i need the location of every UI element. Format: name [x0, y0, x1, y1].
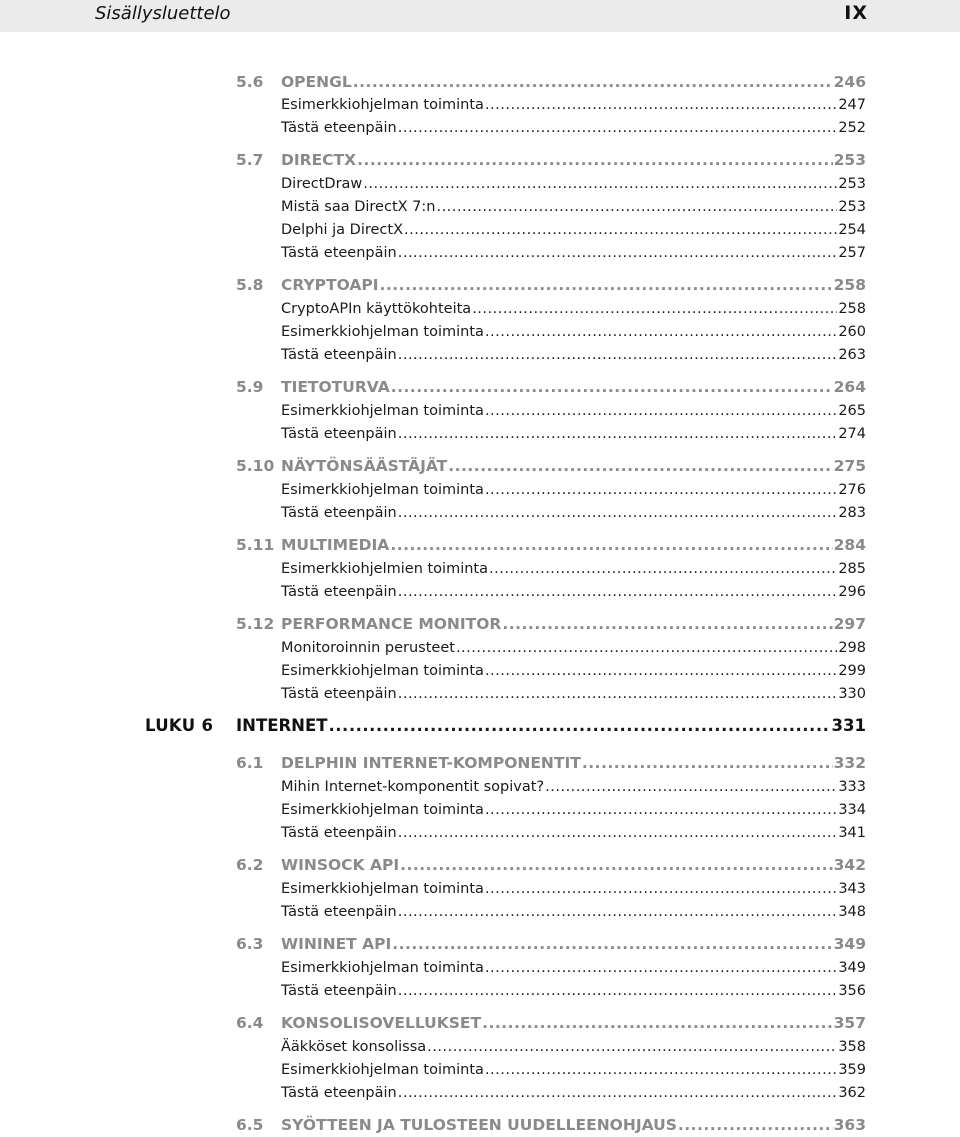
entry-title: Tästä eteenpäin — [281, 245, 397, 261]
toc-subentry — [0, 682, 960, 706]
toc-section — [0, 932, 960, 956]
dot-leader — [398, 682, 838, 706]
entry-title: Monitoroinnin perusteet — [281, 640, 455, 656]
toc-entry — [281, 241, 866, 265]
toc-entry — [281, 116, 866, 140]
entry-page-number: 343 — [838, 881, 866, 897]
dot-leader — [485, 956, 837, 980]
toc-subentry — [0, 798, 960, 822]
entry-page-number: 358 — [838, 1039, 866, 1055]
dot-leader — [398, 241, 838, 265]
dot-leader — [380, 273, 833, 297]
entry-title: Tästä eteenpäin — [281, 347, 397, 363]
entry-page-number: 348 — [838, 904, 866, 920]
toc-entry — [281, 821, 866, 845]
entry-page-number: 247 — [838, 97, 866, 113]
dot-leader — [398, 116, 838, 140]
dot-leader — [398, 821, 838, 845]
dot-leader — [391, 375, 833, 399]
entry-page-number: 362 — [838, 1085, 866, 1101]
entry-title: DirectDraw — [281, 176, 363, 192]
toc-subentry — [0, 172, 960, 196]
entry-page-number: 363 — [833, 1116, 866, 1134]
toc-entry — [281, 399, 866, 423]
entry-title: Tästä eteenpäin — [281, 825, 397, 841]
toc-entry — [281, 343, 866, 367]
section-number: 6.1 — [236, 754, 264, 772]
toc-subentry — [0, 478, 960, 502]
toc-section — [0, 533, 960, 557]
toc-entry — [236, 454, 866, 478]
entry-title: Ääkköset konsolissa — [281, 1039, 427, 1055]
dot-leader — [398, 1081, 838, 1105]
dot-leader — [400, 853, 833, 877]
toc-entry — [281, 956, 866, 980]
toc-subentry — [0, 979, 960, 1003]
toc-entry — [281, 775, 866, 799]
dot-leader — [472, 297, 837, 321]
toc-subentry — [0, 877, 960, 901]
toc-subentry — [0, 900, 960, 924]
dot-leader — [398, 979, 838, 1003]
toc-entry — [281, 501, 866, 525]
toc-entry — [236, 375, 866, 399]
toc-entry — [281, 557, 866, 581]
entry-page-number: 298 — [838, 640, 866, 656]
dot-leader — [502, 612, 832, 636]
dot-leader — [353, 70, 833, 94]
section-number: 5.9 — [236, 378, 264, 396]
dot-leader — [485, 320, 837, 344]
dot-leader — [485, 1058, 837, 1082]
entry-title: CryptoAPIn käyttökohteita — [281, 301, 472, 317]
section-number: 5.10 — [236, 457, 275, 475]
toc-subentry — [0, 320, 960, 344]
toc-section — [0, 273, 960, 297]
entry-page-number: 296 — [838, 584, 866, 600]
toc-subentry — [0, 775, 960, 799]
toc-entry — [281, 297, 866, 321]
entry-page-number: 356 — [838, 983, 866, 999]
toc-entry — [281, 1081, 866, 1105]
toc-section — [0, 612, 960, 636]
entry-title: CRYPTOAPI — [281, 276, 379, 294]
section-number: 5.12 — [236, 615, 275, 633]
dot-leader — [485, 478, 837, 502]
toc-entry — [281, 1035, 866, 1059]
toc-entry — [281, 682, 866, 706]
dot-leader — [678, 1113, 833, 1137]
toc-entry — [281, 900, 866, 924]
dot-leader — [485, 93, 837, 117]
entry-title: NÄYTÖNSÄÄSTÄJÄT — [281, 457, 448, 475]
entry-page-number: 276 — [838, 482, 866, 498]
dot-leader — [427, 1035, 837, 1059]
entry-page-number: 285 — [838, 561, 866, 577]
entry-title: TIETOTURVA — [281, 378, 390, 396]
entry-title: WININET API — [281, 935, 392, 953]
dot-leader — [485, 399, 837, 423]
dot-leader — [545, 775, 837, 799]
toc-entry — [236, 70, 866, 94]
section-number: 5.11 — [236, 536, 275, 554]
toc-subentry — [0, 93, 960, 117]
section-number: 5.6 — [236, 73, 264, 91]
entry-page-number: 283 — [838, 505, 866, 521]
toc-entry — [281, 422, 866, 446]
entry-title: Esimerkkiohjelman toiminta — [281, 663, 484, 679]
toc-subentry — [0, 195, 960, 219]
entry-title: Esimerkkiohjelman toiminta — [281, 482, 484, 498]
dot-leader — [398, 343, 838, 367]
toc-subentry — [0, 218, 960, 242]
entry-title: Esimerkkiohjelman toiminta — [281, 802, 484, 818]
toc-subentry — [0, 343, 960, 367]
toc-section — [0, 853, 960, 877]
toc-subentry — [0, 297, 960, 321]
toc-entry — [236, 148, 866, 172]
dot-leader — [404, 218, 837, 242]
entry-page-number: 257 — [838, 245, 866, 261]
toc-entry — [281, 478, 866, 502]
entry-page-number: 265 — [838, 403, 866, 419]
dot-leader — [485, 798, 837, 822]
entry-page-number: 357 — [833, 1014, 866, 1032]
toc-entry — [236, 853, 866, 877]
dot-leader — [392, 932, 832, 956]
entry-title: Esimerkkiohjelman toiminta — [281, 403, 484, 419]
entry-title: Tästä eteenpäin — [281, 426, 397, 442]
dot-leader — [398, 422, 838, 446]
entry-page-number: 330 — [838, 686, 866, 702]
entry-title: SYÖTTEEN JA TULOSTEEN UUDELLEENOHJAUS — [281, 1116, 677, 1134]
dot-leader — [582, 751, 833, 775]
toc-subentry — [0, 501, 960, 525]
toc-entry — [281, 320, 866, 344]
toc-entry — [236, 1113, 866, 1137]
toc-section — [0, 148, 960, 172]
section-number: 6.3 — [236, 935, 264, 953]
toc-entry — [236, 1011, 866, 1035]
dot-leader — [448, 454, 832, 478]
dot-leader — [363, 172, 837, 196]
page-header — [0, 0, 960, 32]
entry-page-number: 252 — [838, 120, 866, 136]
toc-subentry — [0, 422, 960, 446]
entry-title: Esimerkkiohjelman toiminta — [281, 1062, 484, 1078]
toc-entry — [281, 979, 866, 1003]
entry-title: DELPHIN INTERNET-KOMPONENTIT — [281, 754, 581, 772]
entry-page-number: 263 — [838, 347, 866, 363]
chapter-label: LUKU 6 — [145, 716, 214, 735]
entry-page-number: 275 — [833, 457, 866, 475]
toc-entry — [236, 273, 866, 297]
toc-entry — [281, 195, 866, 219]
entry-title: WINSOCK API — [281, 856, 400, 874]
entry-title: INTERNET — [236, 716, 328, 735]
toc-entry — [281, 218, 866, 242]
entry-page-number: 260 — [838, 324, 866, 340]
toc-subentry — [0, 241, 960, 265]
toc-entry — [281, 1058, 866, 1082]
entry-page-number: 253 — [838, 176, 866, 192]
dot-leader — [398, 580, 838, 604]
toc-subentry — [0, 399, 960, 423]
entry-page-number: 246 — [833, 73, 866, 91]
entry-page-number: 253 — [838, 199, 866, 215]
entry-page-number: 299 — [838, 663, 866, 679]
toc-section — [0, 70, 960, 94]
entry-title: Delphi ja DirectX — [281, 222, 404, 238]
toc-section — [0, 751, 960, 775]
entry-title: Tästä eteenpäin — [281, 686, 397, 702]
entry-title: KONSOLISOVELLUKSET — [281, 1014, 482, 1032]
entry-title: Tästä eteenpäin — [281, 120, 397, 136]
toc-section — [0, 375, 960, 399]
dot-leader — [482, 1011, 833, 1035]
toc-subentry — [0, 956, 960, 980]
dot-leader — [485, 877, 837, 901]
entry-page-number: 349 — [838, 960, 866, 976]
entry-title: Esimerkkiohjelman toiminta — [281, 324, 484, 340]
entry-title: DIRECTX — [281, 151, 357, 169]
toc-entry — [236, 612, 866, 636]
dot-leader — [398, 900, 838, 924]
entry-page-number: 334 — [838, 802, 866, 818]
entry-page-number: 331 — [831, 716, 866, 735]
entry-page-number: 297 — [833, 615, 866, 633]
toc-entry — [281, 580, 866, 604]
entry-page-number: 342 — [833, 856, 866, 874]
entry-title: Tästä eteenpäin — [281, 1085, 397, 1101]
entry-title: MULTIMEDIA — [281, 536, 390, 554]
toc-entry — [236, 533, 866, 557]
toc-subentry — [0, 557, 960, 581]
dot-leader — [390, 533, 832, 557]
section-number: 6.5 — [236, 1116, 264, 1134]
toc-entry — [236, 932, 866, 956]
toc-section — [0, 454, 960, 478]
entry-title: Esimerkkiohjelman toiminta — [281, 881, 484, 897]
dot-leader — [398, 501, 838, 525]
toc-entry — [281, 877, 866, 901]
entry-page-number: 349 — [833, 935, 866, 953]
entry-page-number: 332 — [833, 754, 866, 772]
entry-title: Mihin Internet-komponentit sopivat? — [281, 779, 545, 795]
toc-subentry — [0, 1035, 960, 1059]
entry-page-number: 284 — [833, 536, 866, 554]
toc-section — [0, 1113, 960, 1137]
toc-entry — [236, 714, 866, 738]
running-title: Sisällysluettelo — [95, 3, 231, 24]
entry-page-number: 258 — [833, 276, 866, 294]
toc-subentry — [0, 1058, 960, 1082]
entry-title: Mistä saa DirectX 7:n — [281, 199, 436, 215]
toc-subentry — [0, 116, 960, 140]
toc-entry — [281, 798, 866, 822]
toc-chapter — [0, 714, 960, 738]
toc-section — [0, 1011, 960, 1035]
toc-entry — [281, 636, 866, 660]
entry-page-number: 341 — [838, 825, 866, 841]
section-number: 5.8 — [236, 276, 264, 294]
toc-subentry — [0, 636, 960, 660]
entry-page-number: 258 — [838, 301, 866, 317]
entry-page-number: 253 — [833, 151, 866, 169]
section-number: 5.7 — [236, 151, 264, 169]
toc-subentry — [0, 1081, 960, 1105]
entry-title: Esimerkkiohjelman toiminta — [281, 960, 484, 976]
dot-leader — [357, 148, 833, 172]
entry-page-number: 254 — [838, 222, 866, 238]
section-number: 6.2 — [236, 856, 264, 874]
toc-subentry — [0, 821, 960, 845]
entry-page-number: 359 — [838, 1062, 866, 1078]
entry-title: PERFORMANCE MONITOR — [281, 615, 502, 633]
page-number: IX — [844, 2, 868, 24]
entry-title: Tästä eteenpäin — [281, 505, 397, 521]
toc-entry — [281, 93, 866, 117]
dot-leader — [436, 195, 837, 219]
toc-entry — [281, 659, 866, 683]
entry-title: Tästä eteenpäin — [281, 983, 397, 999]
entry-page-number: 274 — [838, 426, 866, 442]
dot-leader — [329, 714, 831, 738]
entry-title: Tästä eteenpäin — [281, 904, 397, 920]
toc-entry — [236, 751, 866, 775]
toc-entry — [281, 172, 866, 196]
entry-title: Tästä eteenpäin — [281, 584, 397, 600]
dot-leader — [489, 557, 837, 581]
dot-leader — [485, 659, 837, 683]
dot-leader — [456, 636, 837, 660]
entry-title: Esimerkkiohjelman toiminta — [281, 97, 484, 113]
entry-title: Esimerkkiohjelmien toiminta — [281, 561, 488, 577]
entry-page-number: 333 — [838, 779, 866, 795]
entry-page-number: 264 — [833, 378, 866, 396]
entry-title: OPENGL — [281, 73, 352, 91]
toc-subentry — [0, 659, 960, 683]
toc-subentry — [0, 580, 960, 604]
section-number: 6.4 — [236, 1014, 264, 1032]
